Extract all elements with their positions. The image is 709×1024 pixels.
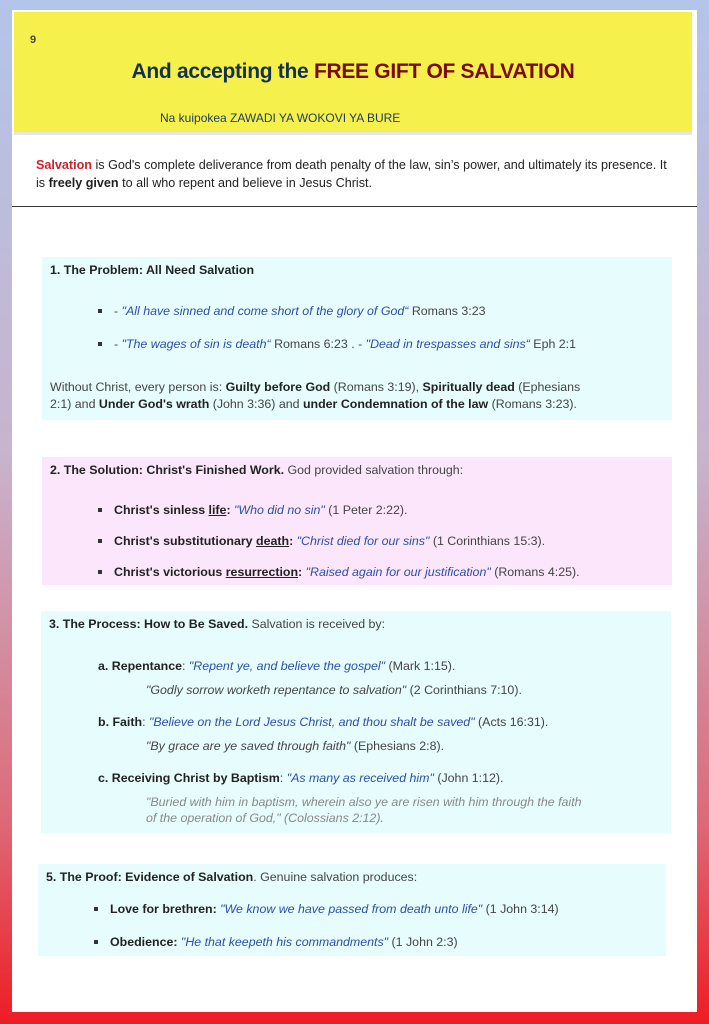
label: Christ's substitutionary — [114, 534, 257, 548]
step-label: b. Faith — [98, 715, 143, 729]
reference: (Ephesians 2:8). — [350, 739, 445, 753]
quote: "Godly sorrow worketh repentance to salvation" — [146, 683, 407, 697]
reference: (Mark 1:15). — [385, 659, 456, 673]
step-subquote: of the operation of God," (Colossians 2:12). — [146, 811, 384, 825]
text: (Romans 3:19), — [330, 380, 423, 394]
reference: (1 Corinthians 15:3). — [429, 534, 546, 548]
step-subquote — [146, 739, 444, 753]
page — [12, 10, 697, 1012]
heading-highlight: All Need Salvation — [145, 263, 255, 277]
label: Love for brethren: — [110, 902, 221, 916]
list-item: Christ's victorious resurrection: "Raised again for our justification" (Romans 4:25). — [98, 565, 580, 579]
step-label: c. Receiving Christ by Baptism — [98, 771, 280, 785]
quote: "We know we have passed from death unto life" — [220, 902, 483, 916]
label: Obedience: — [110, 935, 181, 949]
quote: "Believe on the Lord Jesus Christ, and thou shalt be saved" — [148, 715, 475, 729]
reference: (John 1:12). — [433, 771, 504, 785]
intro-text: to all who repent and believe in Jesus Christ. — [118, 176, 373, 190]
section-heading — [49, 617, 385, 631]
intro-bold: freely given — [48, 176, 119, 190]
divider — [12, 206, 697, 207]
section-heading — [50, 463, 463, 477]
reference: Eph 2:1 — [529, 337, 577, 351]
quote: "All have sinned and come short of the glory of God“ — [121, 304, 409, 318]
step-item: b. Faith: "Believe on the Lord Jesus Christ, and thou shalt be saved" (Acts 16:31). — [98, 715, 549, 729]
intro-text: is God's complete deliverance from death penalty of the law, sin’s power, and ultimately its presence. It is — [36, 158, 667, 190]
heading-text: Salvation is received by: — [248, 617, 386, 631]
list-item — [94, 935, 458, 949]
quote: "Dead in trespasses and sins“ — [365, 337, 530, 351]
list-item — [98, 337, 576, 351]
label: Christ's sinless — [114, 503, 209, 517]
reference: Romans 6:23 . - — [270, 337, 366, 351]
section-proof — [38, 864, 666, 956]
bold-text: Under God's wrath — [98, 397, 210, 411]
heading-highlight: How to Be Saved. — [144, 617, 249, 631]
list-item: Christ's sinless life: "Who did no sin" (1 Peter 2:22). — [98, 503, 407, 517]
section-problem — [42, 257, 672, 420]
heading-label: 2. The Solution: — [50, 463, 147, 477]
dash: - — [114, 337, 122, 351]
quote: "He that keepeth his commandments" — [180, 935, 389, 949]
reference: Romans 3:23 — [408, 304, 486, 318]
heading-label: 5. The Proof: — [46, 870, 126, 884]
section-heading — [50, 263, 254, 277]
list-item — [98, 304, 486, 318]
bold-text: Spiritually dead — [422, 380, 515, 394]
list-item: Christ's substitutionary death: "Christ died for our sins" (1 Corinthians 15:3). — [98, 534, 545, 548]
heading-label: 3. The Process: — [49, 617, 145, 631]
text: (Romans 3:23). — [488, 397, 577, 411]
quote: "The wages of sin is death“ — [121, 337, 271, 351]
page-title — [14, 60, 692, 84]
heading-highlight: Evidence of Salvation — [125, 870, 254, 884]
text: 2:1) and — [50, 397, 99, 411]
label: Christ's victorious — [114, 565, 226, 579]
text: (John 3:36) and — [209, 397, 303, 411]
title-part: And accepting the — [131, 60, 314, 83]
reference: (1 Peter 2:22). — [324, 503, 408, 517]
summary-line — [50, 380, 580, 394]
text: (Ephesians — [514, 380, 581, 394]
underlined-term: death — [256, 534, 290, 548]
heading-text: God provided salvation through: — [284, 463, 464, 477]
quote: "Raised again for our justification" — [305, 565, 491, 579]
step-subquote — [146, 683, 522, 697]
page-number: 9 — [30, 34, 37, 46]
title-highlight: FREE GIFT OF SALVATION — [313, 60, 575, 83]
reference: (1 John 3:14) — [482, 902, 559, 916]
quote: "By grace are ye saved through faith" — [146, 739, 351, 753]
list-item — [94, 902, 559, 916]
step-item: c. Receiving Christ by Baptism: "As many as received him" (John 1:12). — [98, 771, 504, 785]
quote: "Repent ye, and believe the gospel" — [188, 659, 386, 673]
underlined-term: resurrection — [225, 565, 299, 579]
reference: (1 John 2:3) — [388, 935, 458, 949]
header-banner — [14, 12, 692, 135]
bold-text: Guilty before God — [225, 380, 331, 394]
reference: (Acts 16:31). — [474, 715, 549, 729]
step-subquote: "Buried with him in baptism, wherein also ye are risen with him through the faith — [146, 795, 582, 809]
section-solution — [42, 457, 672, 585]
summary-line — [50, 397, 577, 411]
page-subtitle: Na kuipokea ZAWADI YA WOKOVI YA BURE — [160, 111, 401, 125]
section-process — [41, 611, 671, 833]
quote: "Christ died for our sins" — [296, 534, 430, 548]
heading-highlight: Christ's Finished Work. — [146, 463, 285, 477]
step-item: a. Repentance: "Repent ye, and believe the gospel" (Mark 1:15). — [98, 659, 456, 673]
intro-paragraph — [36, 156, 676, 192]
heading-label: 1. The Problem: — [50, 263, 146, 277]
quote: "As many as received him" — [286, 771, 434, 785]
underlined-term: life — [208, 503, 227, 517]
reference: (Romans 4:25). — [490, 565, 580, 579]
text: Without Christ, every person is: — [50, 380, 226, 394]
section-heading — [46, 870, 417, 884]
heading-text: . Genuine salvation produces: — [253, 870, 418, 884]
intro-keyword: Salvation — [36, 158, 92, 172]
bold-text: under Condemnation of the law — [302, 397, 489, 411]
reference: (2 Corinthians 7:10). — [406, 683, 522, 697]
step-label: a. Repentance — [98, 659, 183, 673]
dash: - — [114, 304, 122, 318]
quote: "Who did no sin" — [234, 503, 325, 517]
